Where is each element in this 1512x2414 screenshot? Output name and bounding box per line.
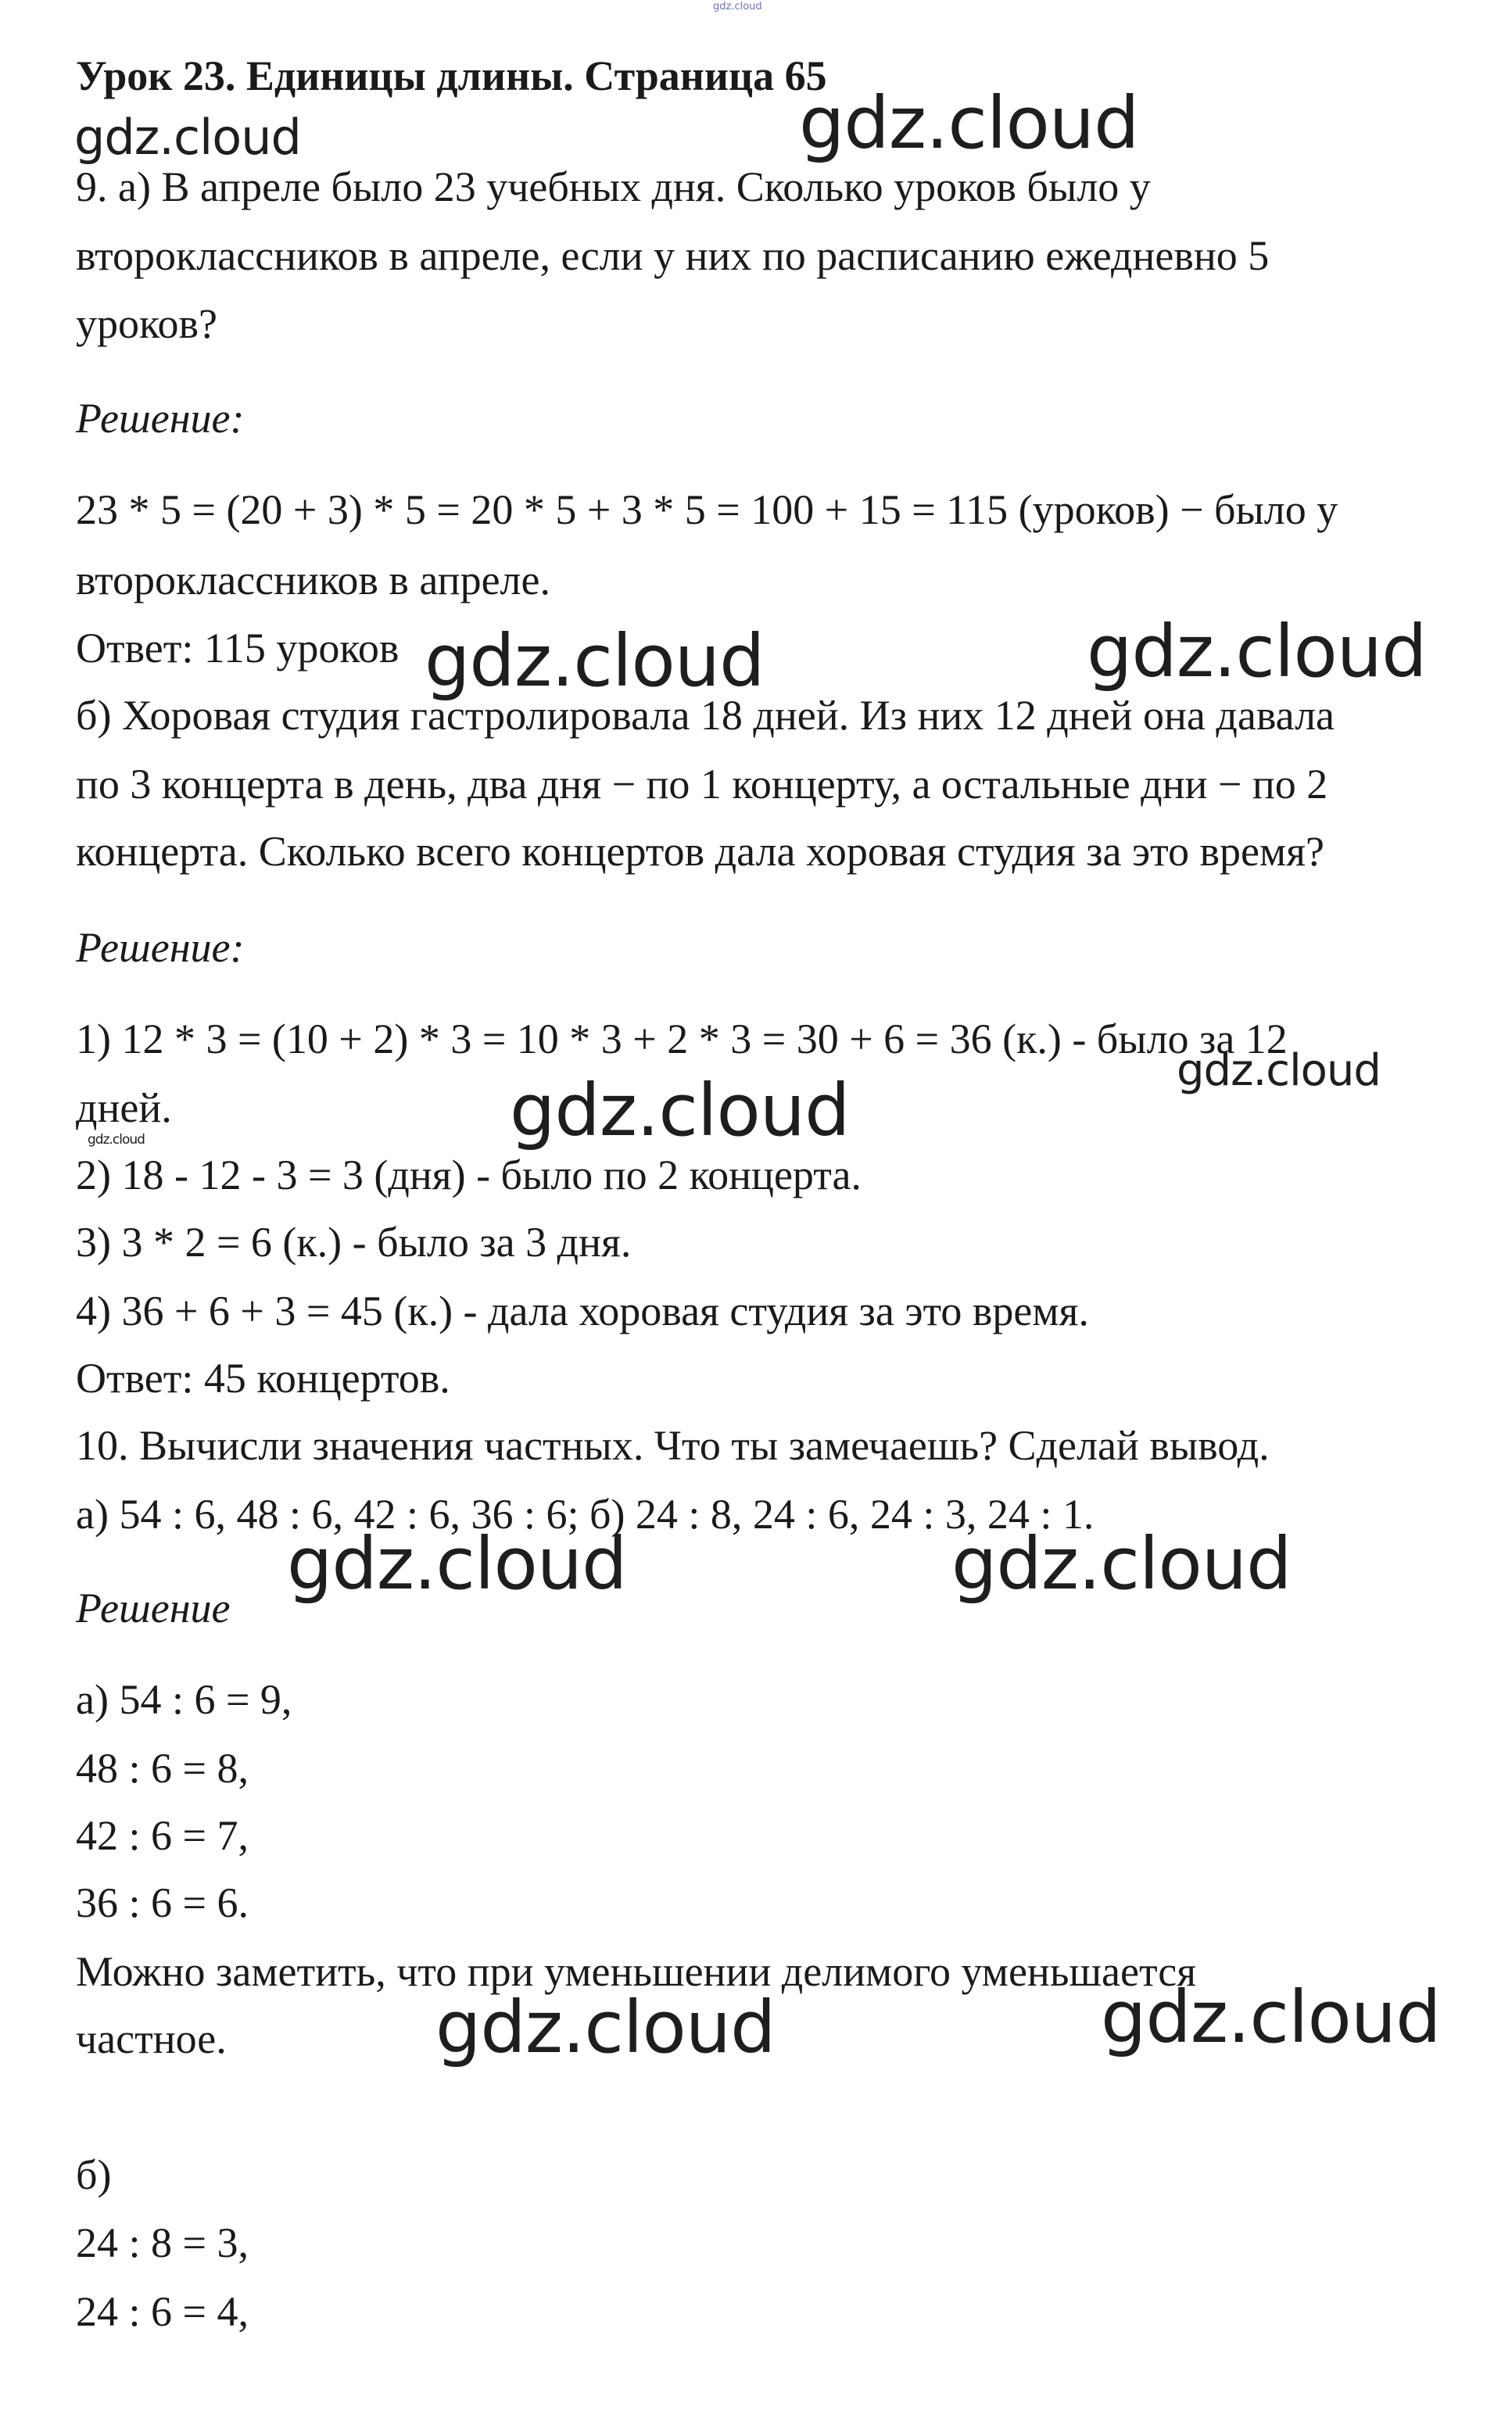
task-10-line-2: а) 54 : 6, 48 : 6, 42 : 6, 36 : 6; б) 24 : 8, 24 : 6, 24 : 3, 24 : 1. [76, 1491, 1095, 1538]
solution-heading-9b: Решение: [76, 924, 245, 971]
solution-10b-label: б) [76, 2151, 112, 2198]
solution-9b-step-1: 1) 12 * 3 = (10 + 2) * 3 = 10 * 3 + 2 * 3 = 30 + 6 = 36 (к.) - было за 12 [76, 1015, 1288, 1062]
solution-9b-step-4: 4) 36 + 6 + 3 = 45 (к.) - дала хоровая студия за это время. [76, 1288, 1089, 1334]
task-9a-line-2: второклассников в апреле, если у них по расписанию ежедневно 5 [76, 232, 1270, 279]
solution-9b-step-2: 2) 18 - 12 - 3 = 3 (дня) - было по 2 концерта. [76, 1151, 862, 1198]
solution-10b-line-2: 24 : 6 = 4, [76, 2288, 249, 2335]
page-title: Урок 23. Единицы длины. Страница 65 [76, 52, 827, 99]
solution-heading-9a: Решение: [76, 395, 245, 442]
answer-9a: Ответ: 115 уроков [76, 625, 399, 672]
watermark: gdz.cloud [425, 619, 765, 703]
solution-10a-line-1: а) 54 : 6 = 9, [76, 1676, 292, 1723]
watermark: gdz.cloud [74, 109, 301, 166]
task-10-line-1: 10. Вычисли значения частных. Что ты замечаешь? Сделай вывод. [76, 1422, 1270, 1469]
answer-9b: Ответ: 45 концертов. [76, 1355, 450, 1402]
watermark: gdz.cloud [1101, 1975, 1441, 2059]
solution-9b-step-1-cont: дней. [76, 1084, 172, 1131]
solution-10a-line-3: 42 : 6 = 7, [76, 1812, 249, 1859]
solution-9a-line-2: второклассников в апреле. [76, 557, 550, 604]
watermark: gdz.cloud [1177, 1045, 1381, 1096]
watermark-top: gdz.cloud [713, 1, 762, 13]
watermark: gdz.cloud [1087, 610, 1427, 693]
task-9b-line-3: концерта. Сколько всего концертов дала хоровая студия за это время? [76, 828, 1324, 875]
conclusion-line-1: Можно заметить, что при уменьшении делимого уменьшается [76, 1948, 1197, 1995]
task-9a-line-1: 9. а) В апреле было 23 учебных дня. Сколько уроков было у [76, 163, 1151, 210]
watermark: gdz.cloud [88, 1132, 145, 1148]
watermark: gdz.cloud [287, 1522, 627, 1606]
solution-heading-10: Решение [76, 1585, 231, 1631]
task-9a-line-3: уроков? [76, 300, 217, 347]
watermark: gdz.cloud [510, 1069, 850, 1152]
solution-9b-step-3: 3) 3 * 2 = 6 (к.) - было за 3 дня. [76, 1219, 632, 1266]
watermark: gdz.cloud [799, 81, 1139, 165]
solution-9a-line-1: 23 * 5 = (20 + 3) * 5 = 20 * 5 + 3 * 5 = 100 + 15 = 115 (уроков) − было у [76, 486, 1338, 533]
watermark: gdz.cloud [951, 1522, 1292, 1606]
watermark: gdz.cloud [435, 1986, 776, 2069]
task-9b-line-1: б) Хоровая студия гастролировала 18 дней. Из них 12 дней она давала [76, 692, 1335, 739]
solution-10a-line-2: 48 : 6 = 8, [76, 1745, 249, 1792]
conclusion-line-2: частное. [76, 2015, 227, 2062]
solution-10b-line-1: 24 : 8 = 3, [76, 2219, 249, 2266]
task-9b-line-2: по 3 концерта в день, два дня − по 1 концерту, а остальные дни − по 2 [76, 761, 1328, 808]
solution-10a-line-4: 36 : 6 = 6. [76, 1879, 249, 1926]
